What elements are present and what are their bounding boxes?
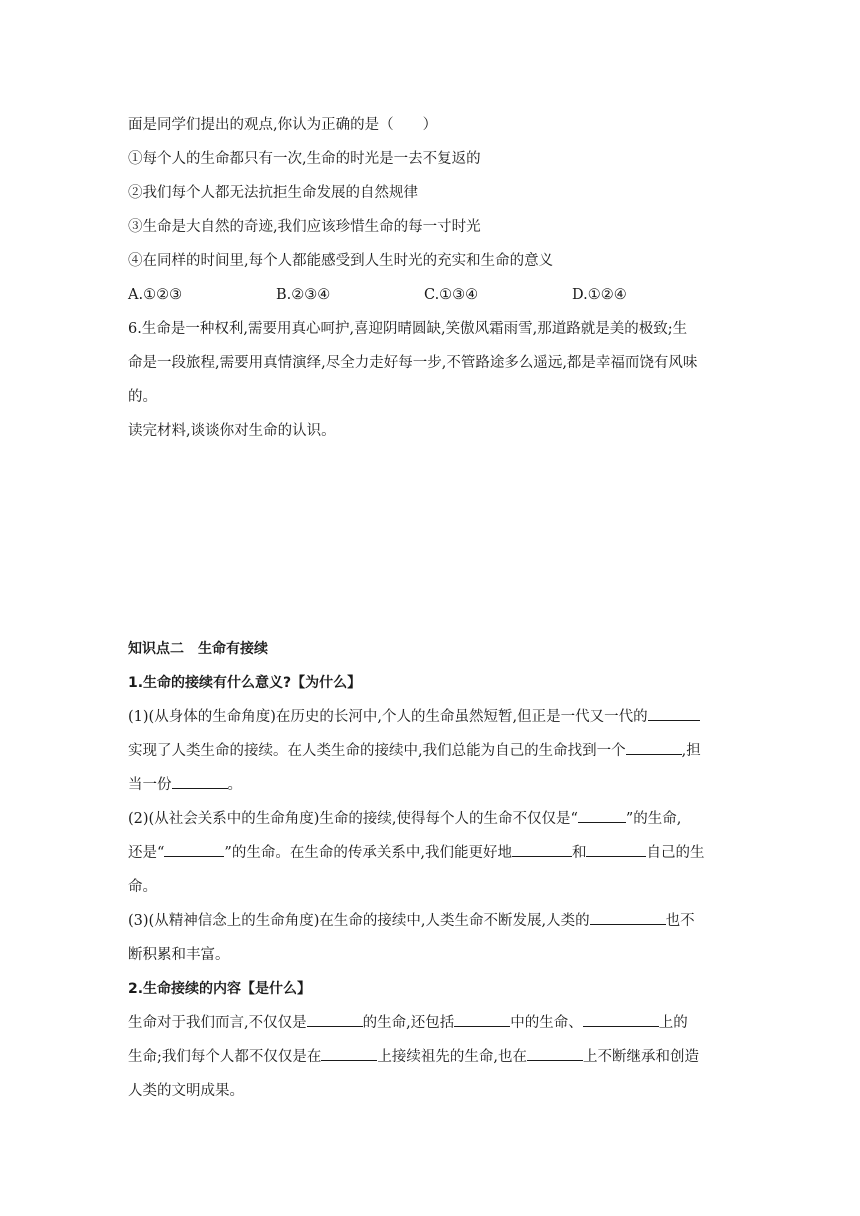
point-2-line-3: 命。 bbox=[128, 879, 157, 895]
point-2-line-2: 还是“ ”的生命。在生命的传承关系中,我们能更好地 和 自己的生 bbox=[128, 836, 738, 870]
fill-blank[interactable] bbox=[578, 808, 626, 823]
fill-blank[interactable] bbox=[321, 1046, 377, 1061]
fill-blank[interactable] bbox=[626, 740, 682, 755]
q5-option-d: D.①②④ bbox=[572, 287, 627, 303]
point-1-line-2: 实现了人类生命的接续。在人类生命的接续中,我们总能为自己的生命找到一个 ,担 bbox=[128, 734, 738, 768]
q6-line-2: 命是一段旅程,需要用真情演绎,尽全力走好每一步,不管路途多么遥远,都是幸福而饶有风味 bbox=[128, 355, 698, 371]
q6-line-1: 6.生命是一种权利,需要用真心呵护,喜迎阴晴圆缺,笑傲风霜雨雪,那道路就是美的极致;生 bbox=[128, 321, 688, 337]
point-1-line-3: 当一份 。 bbox=[128, 768, 738, 802]
q5-option-b: B.②③④ bbox=[276, 287, 331, 303]
q5-statement-4: ④在同样的时间里,每个人都能感受到人生时光的充实和生命的意义 bbox=[128, 253, 554, 269]
content-line-1: 生命对于我们而言,不仅仅是 的生命,还包括 中的生命、 上的 bbox=[128, 1006, 738, 1040]
q5-statement-1: ①每个人的生命都只有一次,生命的时光是一去不复返的 bbox=[128, 151, 481, 167]
q5-statement-2: ②我们每个人都无法抗拒生命发展的自然规律 bbox=[128, 185, 418, 201]
answer-space bbox=[128, 448, 738, 632]
point-1-line-1: (1)(从身体的生命角度)在历史的长河中,个人的生命虽然短暂,但正是一代又一代的 bbox=[128, 700, 738, 734]
fill-blank[interactable] bbox=[527, 1046, 583, 1061]
heading-1: 1.生命的接续有什么意义?【为什么】 bbox=[128, 675, 362, 691]
q6-question: 读完材料,谈谈你对生命的认识。 bbox=[128, 423, 336, 439]
q5-stem: 面是同学们提出的观点,你认为正确的是（ ） bbox=[128, 117, 438, 133]
fill-blank[interactable] bbox=[454, 1012, 510, 1027]
point-3-line-1: (3)(从精神信念上的生命角度)在生命的接续中,人类生命不断发展,人类的 也不 bbox=[128, 904, 738, 938]
q5-option-c: C.①③④ bbox=[424, 287, 479, 303]
fill-blank[interactable] bbox=[307, 1012, 363, 1027]
fill-blank[interactable] bbox=[583, 1012, 659, 1027]
page-content bbox=[128, 108, 738, 1108]
q5-statement-3: ③生命是大自然的奇迹,我们应该珍惜生命的每一寸时光 bbox=[128, 219, 481, 235]
fill-blank[interactable] bbox=[590, 910, 666, 925]
fill-blank[interactable] bbox=[648, 706, 700, 721]
q6-line-3: 的。 bbox=[128, 389, 157, 405]
heading-2: 2.生命接续的内容【是什么】 bbox=[128, 981, 312, 997]
fill-blank[interactable] bbox=[164, 842, 224, 857]
point-2-line-1: (2)(从社会关系中的生命角度)生命的接续,使得每个人的生命不仅仅是“ ”的生命, bbox=[128, 802, 738, 836]
content-line-2: 生命;我们每个人都不仅仅是在 上接续祖先的生命,也在 上不断继承和创造 bbox=[128, 1040, 738, 1074]
q5-option-a: A.①②③ bbox=[128, 287, 183, 303]
fill-blank[interactable] bbox=[512, 842, 572, 857]
fill-blank[interactable] bbox=[172, 774, 228, 789]
point-3-line-2: 断积累和丰富。 bbox=[128, 947, 230, 963]
q5-options bbox=[128, 278, 738, 312]
fill-blank[interactable] bbox=[586, 842, 646, 857]
content-line-3: 人类的文明成果。 bbox=[128, 1083, 244, 1099]
section-title: 知识点二 生命有接续 bbox=[128, 641, 268, 657]
